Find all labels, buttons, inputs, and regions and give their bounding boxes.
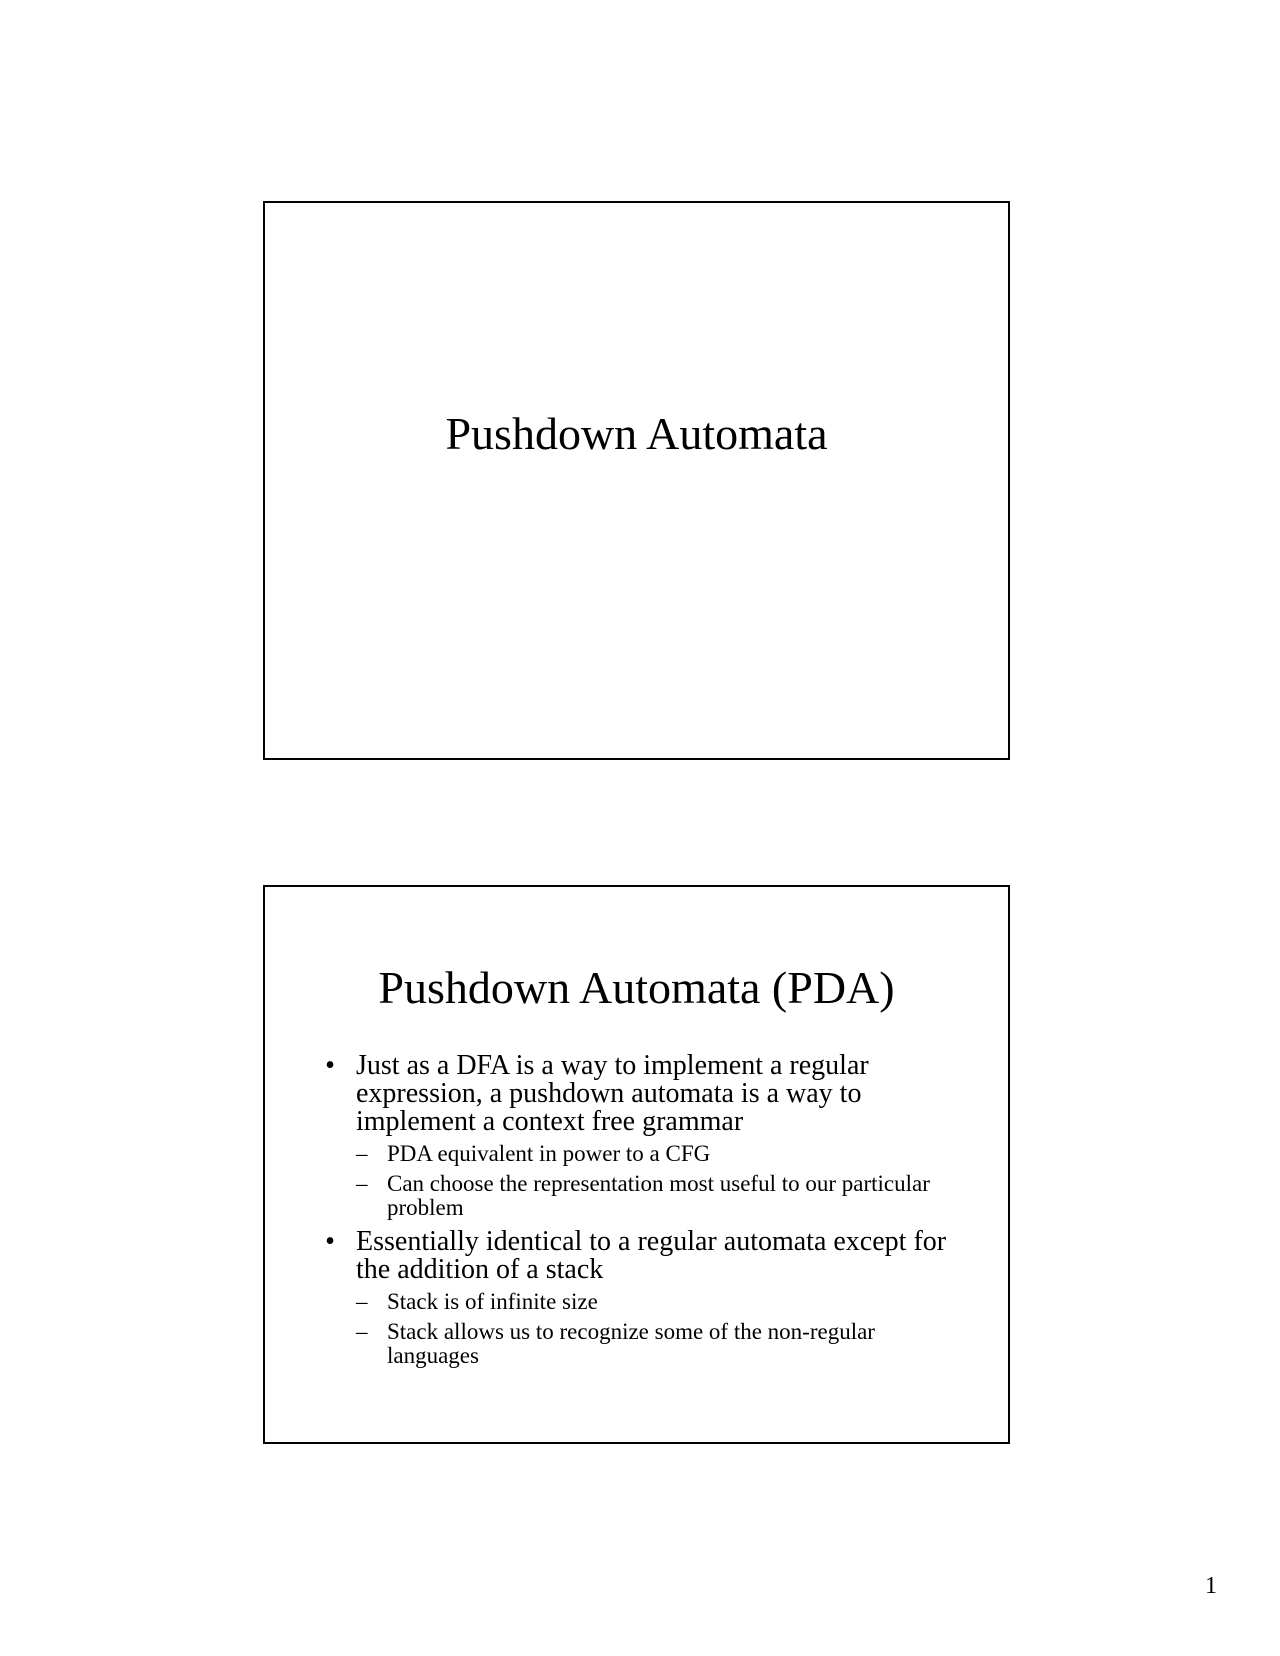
sub-bullet-list (320, 1142, 968, 1220)
sub-bullet-text: Stack allows us to recognize some of the non-regular languages (387, 1319, 875, 1368)
bullet-text: Essentially identical to a regular automata except for the addition of a stack (356, 1226, 947, 1285)
slide-2 (263, 885, 1010, 1444)
dash-icon: – (356, 1141, 368, 1166)
slide-2-title: Pushdown Automata (PDA) (378, 962, 895, 1013)
bullet-item (320, 1228, 968, 1284)
sub-bullet-text: PDA equivalent in power to a CFG (387, 1141, 711, 1166)
bullet-item (320, 1052, 968, 1136)
bullet-list (320, 1052, 968, 1376)
dash-icon: – (356, 1289, 368, 1314)
sub-bullet-item (320, 1290, 968, 1314)
sub-bullet-item (320, 1320, 968, 1368)
dash-icon: – (356, 1171, 368, 1196)
slide-1 (263, 201, 1010, 760)
page-number: 1 (1205, 1573, 1217, 1599)
sub-bullet-list (320, 1290, 968, 1368)
bullet-text: Just as a DFA is a way to implement a regular expression, a pushdown automata is a way to implement a context free grammar (356, 1050, 869, 1137)
sub-bullet-text: Stack is of infinite size (387, 1289, 598, 1314)
sub-bullet-text: Can choose the representation most useful to our particular problem (387, 1171, 930, 1220)
dash-icon: – (356, 1319, 368, 1344)
slide-1-title: Pushdown Automata (445, 408, 828, 459)
sub-bullet-item (320, 1172, 968, 1220)
sub-bullet-item (320, 1142, 968, 1166)
bullet-icon: • (325, 1226, 335, 1257)
bullet-icon: • (325, 1050, 335, 1081)
